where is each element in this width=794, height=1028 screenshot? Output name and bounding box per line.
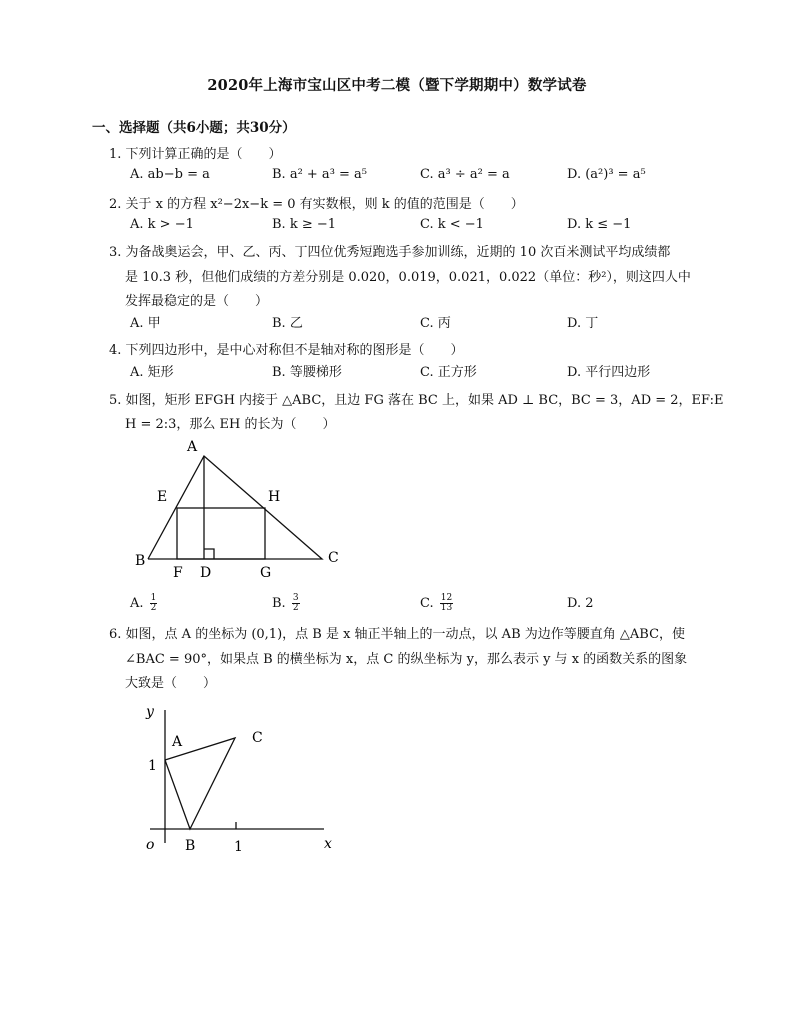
question-4-option-c: C. 正方形 — [420, 365, 477, 380]
question-1-option-c: C. a³ ÷ a² = a — [420, 167, 510, 182]
question-4-option-d: D. 平行四边形 — [567, 365, 651, 380]
question-4-option-b: B. 等腰梯形 — [272, 365, 342, 380]
rectangle-efgh — [177, 508, 265, 559]
label-b: B — [185, 838, 196, 854]
question-2-stem: 2. 关于 x 的方程 x²−2x−k = 0 有实数根，则 k 的值的范围是（ ） — [109, 197, 524, 212]
question-3-option-c: C. 丙 — [420, 316, 451, 331]
question-1-option-b: B. a² + a³ = a⁵ — [272, 167, 368, 182]
question-3-option-b: B. 乙 — [272, 316, 303, 331]
question-1-stem: 1. 下列计算正确的是（ ） — [109, 147, 282, 162]
label-b: B — [135, 553, 146, 569]
figure-5-triangle-diagram — [130, 435, 360, 585]
question-4-stem: 4. 下列四边形中，是中心对称但不是轴对称的图形是（ ） — [109, 343, 464, 358]
section-heading: 一、选择题（共6小题；共30分） — [92, 120, 296, 136]
label-y-axis: y — [146, 704, 154, 720]
figure-6-coordinate-diagram — [138, 698, 348, 860]
label-d: D — [200, 565, 212, 581]
question-1-option-d: D. (a²)³ = a⁵ — [567, 167, 646, 182]
label-e: E — [157, 489, 168, 505]
label-a: A — [172, 734, 183, 750]
question-2-option-d: D. k ≤ −1 — [567, 217, 632, 232]
question-3-option-a: A. 甲 — [130, 316, 161, 331]
option-b-fraction: $\frac{3}{2}$ — [292, 593, 299, 613]
label-one-y: 1 — [148, 758, 157, 774]
question-5-stem-line-2: H = 2:3，那么 EH 的长为（ ） — [125, 417, 336, 432]
question-1-option-a: A. ab−b = a — [130, 167, 210, 182]
question-4-option-a: A. 矩形 — [130, 365, 174, 380]
label-c: C — [252, 730, 263, 746]
label-c: C — [328, 550, 339, 566]
question-5-option-c — [420, 594, 453, 613]
option-d-prefix: D. — [567, 596, 582, 611]
option-b-prefix: B. — [272, 596, 286, 611]
label-a: A — [187, 439, 198, 455]
label-f: F — [173, 565, 183, 581]
question-6-stem-line-3: 大致是（ ） — [125, 676, 217, 691]
triangle-abc — [165, 738, 235, 829]
label-origin: o — [146, 837, 155, 853]
label-h: H — [268, 489, 281, 505]
question-3-option-d: D. 丁 — [567, 316, 599, 331]
option-a-fraction: $\frac{1}{2}$ — [150, 593, 157, 613]
question-2-option-a: A. k > −1 — [130, 217, 194, 232]
question-3-stem-line-3: 发挥最稳定的是（ ） — [125, 294, 269, 309]
question-5-option-a — [130, 594, 157, 613]
question-2-option-c: C. k < −1 — [420, 217, 484, 232]
page-title: 2020年上海市宝山区中考二模（暨下学期期中）数学试卷 — [207, 77, 587, 94]
option-a-prefix: A. — [130, 596, 144, 611]
question-6-stem-line-2: ∠BAC = 90°，如果点 B 的横坐标为 x，点 C 的纵坐标为 y，那么表示 y 与 x 的函数关系的图象 — [125, 652, 688, 667]
question-5-option-b — [272, 594, 300, 613]
question-2-option-b: B. k ≥ −1 — [272, 217, 337, 232]
option-c-fraction: $\frac{12}{13}$ — [440, 593, 453, 613]
label-g: G — [260, 565, 272, 581]
question-6-stem-line-1: 6. 如图，点 A 的坐标为 (0,1)，点 B 是 x 轴正半轴上的一动点，以 AB 为边作等腰直角 △ABC，使 — [109, 627, 686, 642]
question-5-option-d — [567, 596, 594, 611]
right-angle-mark — [204, 549, 214, 559]
option-c-prefix: C. — [420, 596, 434, 611]
question-3-stem-line-1: 3. 为备战奥运会，甲、乙、丙、丁四位优秀短跑选手参加训练，近期的 10 次百米测试平均成绩都 — [109, 245, 671, 260]
question-5-stem-line-1: 5. 如图，矩形 EFGH 内接于 △ABC，且边 FG 落在 BC 上，如果 AD ⊥ BC，BC = 3，AD = 2，EF:E — [109, 393, 724, 408]
option-d-value: 2 — [585, 596, 594, 611]
label-x-axis: x — [324, 836, 332, 852]
question-3-stem-line-2: 是 10.3 秒，但他们成绩的方差分别是 0.020，0.019，0.021，0.022（单位：秒²），则这四人中 — [125, 270, 691, 285]
label-one-x: 1 — [234, 839, 243, 855]
